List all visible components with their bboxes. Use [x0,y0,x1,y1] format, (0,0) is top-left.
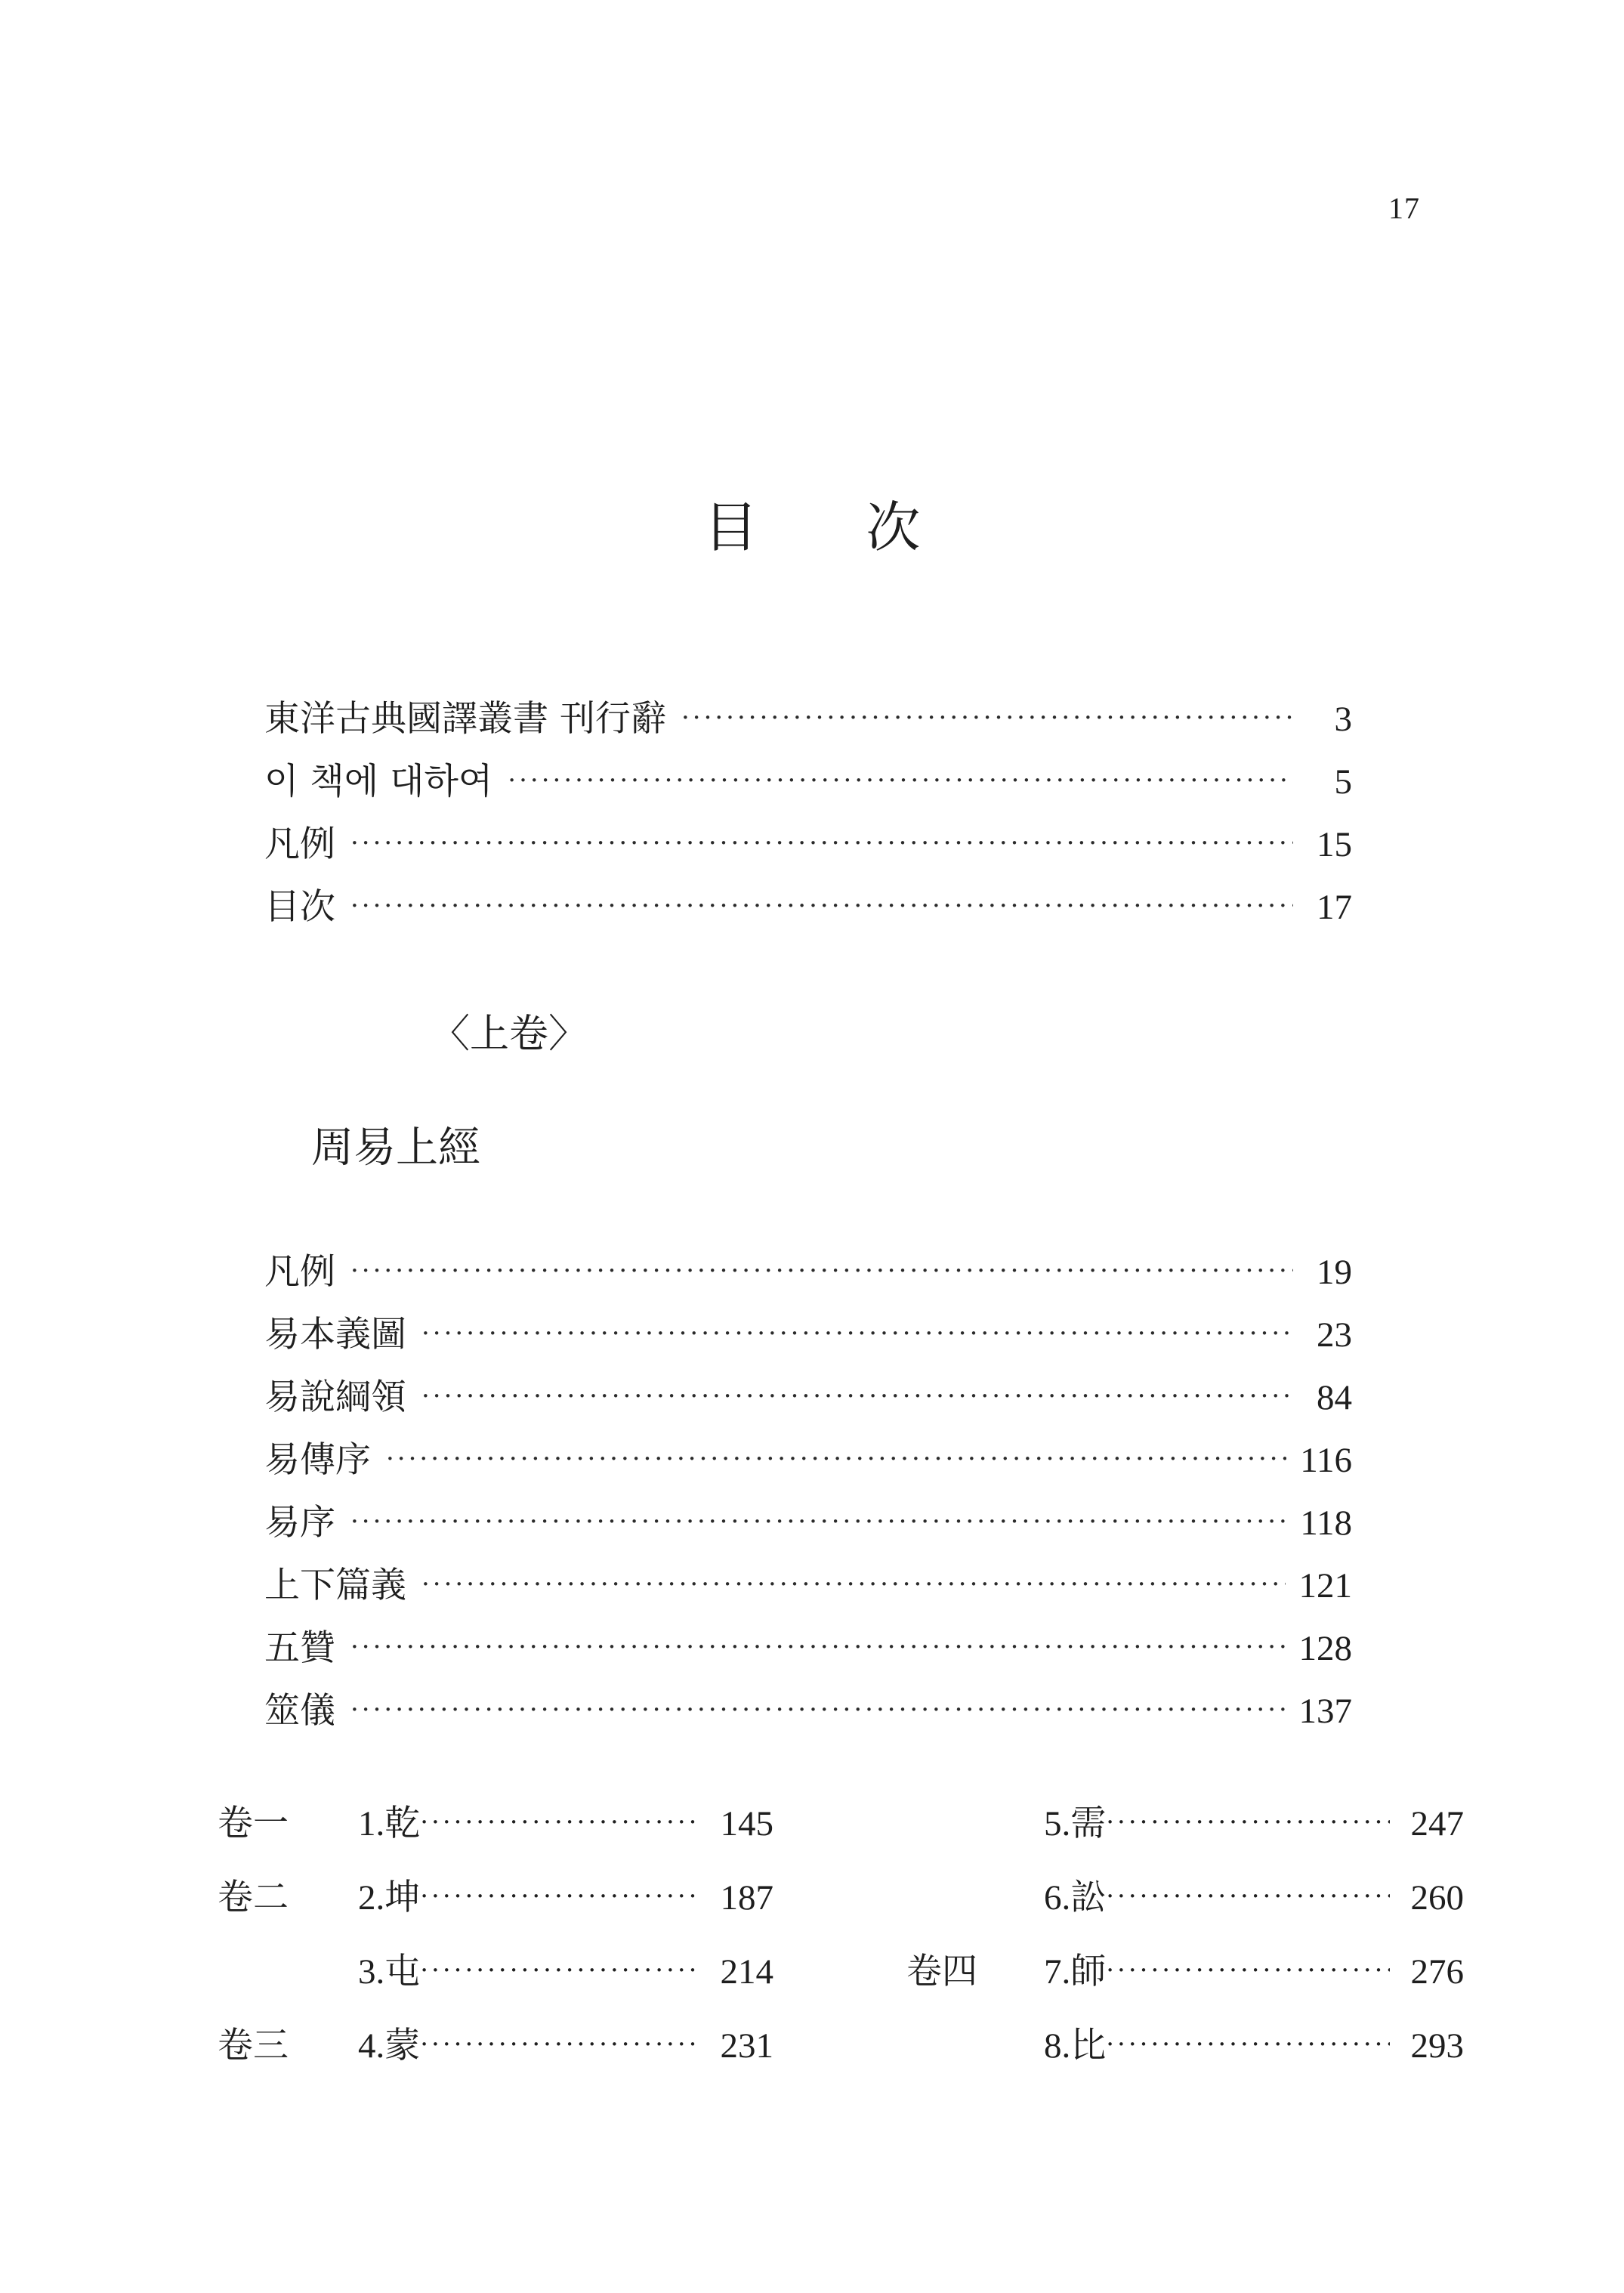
dot-leader [420,2029,699,2060]
dot-leader [1106,1955,1390,1986]
chapter-number: 6. [1044,1878,1071,1918]
chapter-number: 4. [358,2026,385,2066]
dot-leader [1106,1881,1390,1911]
toc-entry-title: 易序 [264,1502,335,1544]
chapter-page: 214 [720,1952,773,1992]
toc-entry [264,1620,1352,1683]
chapter-number: 1. [358,1804,385,1843]
toc-entry-title: 筮儀 [264,1690,335,1732]
toc-entry-page: 121 [1298,1566,1352,1605]
toc-entry-page: 128 [1298,1629,1352,1668]
chapter-entry [358,1795,773,1846]
chapter-number: 3. [358,1952,385,1992]
chapter-row [218,1795,1464,1869]
dot-leader [386,1444,1286,1474]
toc-entry [264,1244,1352,1306]
chapter-entry [1044,1943,1464,1994]
toc-entry-title: 易傳序 [264,1439,371,1481]
chapter-name: 蒙 [384,2025,421,2066]
toc-entry-title: 易說綱領 [264,1377,406,1418]
toc-entry-title: 이 책에 대하여 [264,761,493,802]
dot-leader [350,1632,1286,1662]
chapter-entry [358,1869,773,1920]
chapter-name: 乾 [384,1803,421,1844]
dot-leader [508,765,1293,796]
toc-entry-title: 凡例 [264,824,335,865]
dot-leader [350,828,1293,858]
toc-entry-page: 3 [1334,700,1352,739]
juan-label: 卷二 [218,1877,289,1918]
toc-entry-page: 137 [1298,1692,1352,1731]
chapter-entry [1044,2017,1464,2068]
toc-entry-page: 118 [1300,1503,1352,1543]
chapter-entry [358,2017,773,2068]
section-heading: 周易上經 [311,1123,480,1173]
toc-entry [264,1369,1352,1432]
toc-entry-title: 目次 [264,886,335,928]
toc-entry-page: 84 [1317,1378,1352,1417]
chapter-name: 比 [1070,2025,1107,2066]
dot-leader [350,1507,1286,1537]
toc-entry [264,879,1352,941]
page-title: 目 次 [703,496,966,559]
dot-leader [420,1807,699,1837]
toc-entry-page: 23 [1317,1315,1352,1355]
chapter-row [218,1943,1464,2017]
dot-leader [421,1381,1293,1411]
chapter-page: 247 [1410,1804,1464,1843]
dot-leader [421,1318,1293,1349]
chapter-page: 293 [1410,2026,1464,2066]
toc-entry [264,1306,1352,1369]
chapter-name: 屯 [384,1951,421,1992]
dot-leader [1106,1807,1390,1837]
toc-entry-page: 17 [1317,888,1352,927]
toc-entry [264,1432,1352,1494]
toc-entry-title: 東洋古典國譯叢書 刊行辭 [264,698,666,740]
chapter-number: 8. [1044,2026,1071,2066]
chapter-entry [1044,1795,1464,1846]
toc-entry [264,1494,1352,1557]
chapter-page: 231 [720,2026,773,2066]
volume-heading: 〈上卷〉 [431,1012,588,1057]
chapter-page: 276 [1410,1952,1464,1992]
chapter-number: 5. [1044,1804,1071,1843]
dot-leader [350,1695,1286,1725]
front-matter-toc [264,691,1352,941]
dot-leader [421,1569,1286,1599]
toc-entry-page: 19 [1317,1253,1352,1292]
juan-label: 卷四 [906,1951,977,1992]
chapter-page: 145 [720,1804,773,1843]
chapter-name: 訟 [1070,1877,1107,1918]
toc-entry-title: 上下篇義 [264,1565,406,1606]
chapter-name: 師 [1070,1951,1107,1992]
toc-entry [264,753,1352,816]
chapter-name: 坤 [384,1877,421,1918]
chapter-page: 260 [1410,1878,1464,1918]
chapter-number: 2. [358,1878,385,1918]
toc-entry [264,1557,1352,1620]
dot-leader [1106,2029,1390,2060]
chapter-name: 需 [1070,1803,1107,1844]
toc-entry-page: 15 [1317,825,1352,864]
toc-entry-title: 易本義圖 [264,1314,406,1355]
dot-leader [420,1881,699,1911]
chapter-number: 7. [1044,1952,1071,1992]
toc-entry [264,691,1352,753]
toc-entry-page: 5 [1334,762,1352,802]
juan-label: 卷一 [218,1803,289,1844]
toc-entry-title: 凡例 [264,1251,335,1293]
dot-leader [350,891,1293,921]
toc-entry [264,816,1352,879]
chapter-page: 187 [720,1878,773,1918]
toc-entry-title: 五贊 [264,1627,335,1669]
page-number: 17 [1388,191,1420,225]
toc-entry [264,1683,1352,1745]
juan-label: 卷三 [218,2025,289,2066]
chapter-entry [1044,1869,1464,1920]
chapter-entry [358,1943,773,1994]
chapter-row [218,1869,1464,1943]
dot-leader [350,1256,1293,1286]
section-entries-toc [264,1244,1352,1745]
chapter-row [218,2017,1464,2091]
dot-leader [681,703,1293,733]
toc-entry-page: 116 [1300,1441,1352,1480]
dot-leader [420,1955,699,1986]
chapter-table [218,1795,1464,2091]
